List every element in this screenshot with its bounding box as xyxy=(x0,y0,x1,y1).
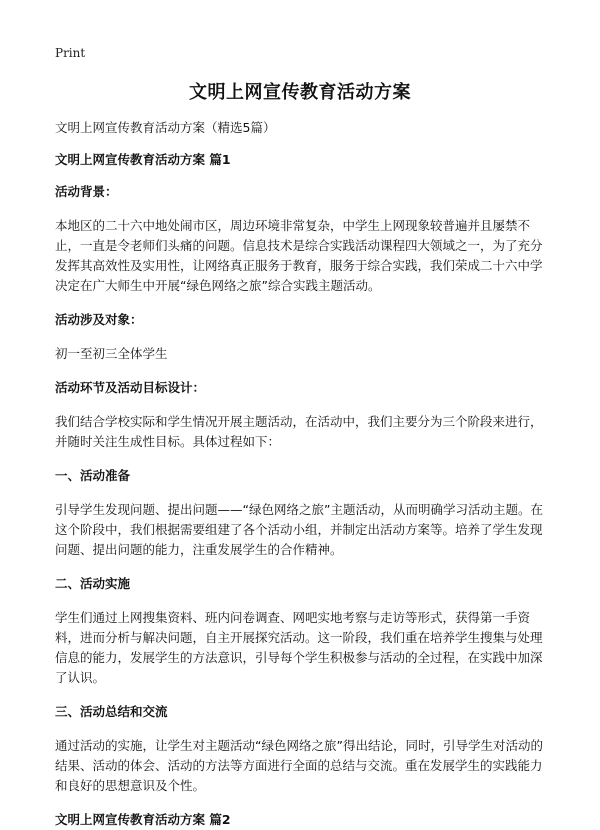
stage2-paragraph: 学生们通过上网搜集资料、班内问卷调查、网吧实地考察与走访等形式，获得第一手资料，进而分析与解决问题，自主开展探究活动。这一阶段，我们重在培养学生搜集与处理信息的能力，发展学生的方法意识，引导每个学生积极参与活动的全过程，在实践中加深了认识。 xyxy=(55,610,543,685)
goal-heading: 活动环节及活动目标设计： xyxy=(55,380,206,395)
target-paragraph: 初一至初三全体学生 xyxy=(55,346,168,361)
section-title-1: 文明上网宣传教育活动方案 篇1 xyxy=(55,152,231,167)
stage2-heading: 二、活动实施 xyxy=(55,576,131,591)
goal-paragraph: 我们结合学校实际和学生情况开展主题活动，在活动中，我们主要分为三个阶段来进行，并随时关注生成性目标。具体过程如下： xyxy=(55,414,543,449)
target-heading: 活动涉及对象： xyxy=(55,312,143,327)
stage3-heading: 三、活动总结和交流 xyxy=(55,704,168,719)
document-body xyxy=(55,118,550,830)
background-paragraph: 本地区的二十六中地处闹市区，周边环境非常复杂，中学生上网现象较普遍并且屡禁不止，一直是令老师们头痛的问题。信息技术是综合实践活动课程四大领域之一，为了充分发挥其高效性及实用性，让网络真正服务于教育，服务于综合实践，我们荣成二十六中学决定在广大师生中开展“绿色网络之旅”综合实践主题活动。 xyxy=(55,218,543,293)
stage1-paragraph: 引导学生发现问题、提出问题——“绿色网络之旅”主题活动，从而明确学习活动主题。在这个阶段中，我们根据需要组建了各个活动小组，并制定出活动方案等。培养了学生发现问题、提出问题的能力，注重发展学生的合作精神。 xyxy=(55,502,543,557)
stage3-paragraph: 通过活动的实施，让学生对主题活动“绿色网络之旅”得出结论，同时，引导学生对活动的结果、活动的体会、活动的方法等方面进行全面的总结与交流。重在发展学生的实践能力和良好的思想意识及个性。 xyxy=(55,738,543,793)
section-title-2: 文明上网宣传教育活动方案 篇2 xyxy=(55,812,231,827)
stage1-heading: 一、活动准备 xyxy=(55,468,131,483)
page-title: 文明上网宣传教育活动方案 xyxy=(189,82,411,103)
document-subtitle: 文明上网宣传教育活动方案（精选5篇） xyxy=(55,120,276,135)
print-link[interactable]: Print xyxy=(55,46,86,60)
background-heading: 活动背景： xyxy=(55,184,118,199)
